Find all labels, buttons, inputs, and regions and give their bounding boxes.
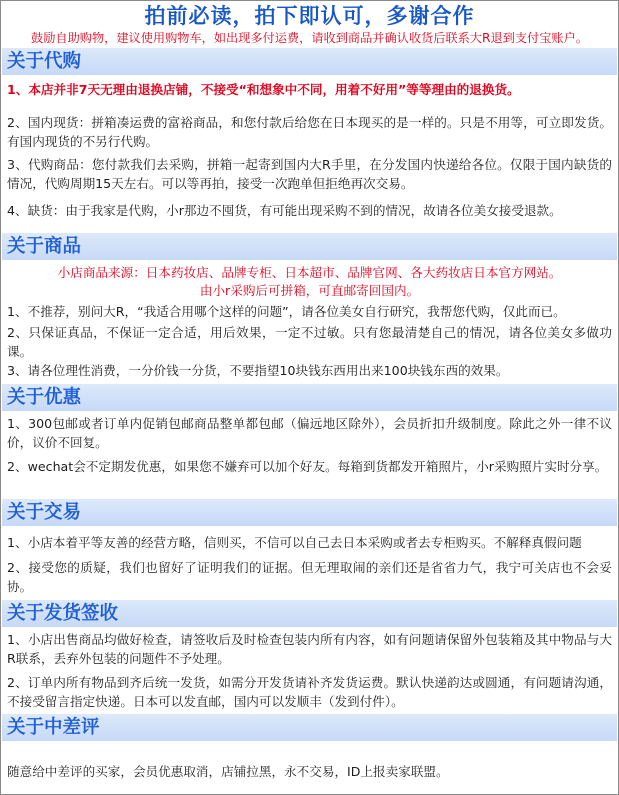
shipping-item-1: 1、小店出售商品均做好检查，请签收后及时检查包装内所有内容，如有问题请保留外包装箱及其中物品与大R联系，丢弃外包装的问题件不予处理。 [7,632,612,666]
agent-item-3: 3、代购商品：您付款我们去采购，拼箱一起寄到国内大R手里，在分发国内快递给各位。仅限于国内缺货的情况，代购周期15天左右。可以等再拍，接受一次跑单但拒绝再次交易。 [7,157,612,191]
trade-item-2: 2、接受您的质疑，我们也留好了证明我们的证据。但无理取闹的亲们还是省省力气，我宁可关店也不会妥协。 [7,560,612,594]
section-header-agent: 关于代购 [2,48,617,75]
discount-item-2: 2、wechat会不定期发优惠，如果您不嫌弃可以加个好友。每箱到货都发开箱照片，小r采购照片实时分享。 [7,459,608,474]
section-header-goods: 关于商品 [2,233,617,260]
section-header-review: 关于中差评 [2,714,617,741]
section-header-shipping: 关于发货签收 [2,600,617,627]
page-title: 拍前必读，拍下即认可，多谢合作 [144,4,475,28]
goods-item-1: 1、不推荐，别问大R，“我适合用哪个这样的问题”，请各位美女自行研究，我帮您代购，仅此而已。 [7,304,566,319]
section-header-trade: 关于交易 [2,499,617,526]
section-header-discount: 关于优惠 [2,384,617,411]
agent-item-2: 2、国内现货：拼箱凑运费的富裕商品，和您付款后给您在日本现买的是一样的。只是不用等，可立即发货。有国内现货的不另行代购。 [7,115,612,149]
shipping-item-2: 2、订单内所有物品到齐后统一发货，如需分开发货请补齐发货运费。默认快递韵达或圆通，有问题请沟通，不接受留言指定快递。日本可以发直邮，国内可以发顺丰（发到付件）。 [7,675,612,709]
agent-item-1: 1、本店并非7天无理由退换店铺，不接受“和想象中不同，用着不好用”等等理由的退换货。 [7,82,520,97]
trade-item-1: 1、小店本着平等友善的经营方略，信则买，不信可以自己去日本采购或者去专柜购买。不解释真假问题 [7,535,582,550]
discount-item-1: 1、300包邮或者订单内促销包邮商品整单都包邮（偏远地区除外），会员折扣升级制度。除此之外一律不议价，议价不回复。 [7,416,612,450]
review-item-1: 随意给中差评的买家，会员优惠取消，店铺拉黑，永不交易，ID上报卖家联盟。 [7,764,449,779]
agent-item-4: 4、缺货：由于我家是代购，小r那边不囤货，有可能出现采购不到的情况，故请各位美女接受退款。 [7,203,562,218]
goods-source-line-2: 由小r采购后可拼箱，可直邮寄回国内。 [199,283,420,298]
goods-item-3: 3、请各位理性消费，一分价钱一分货，不要指望10块钱东西用出来100块钱东西的效果。 [7,363,509,378]
goods-source-line-1: 小店商品来源：日本药妆店、品牌专柜、日本超市、品牌官网、各大药妆店日本官方网站。 [57,265,562,280]
goods-item-2: 2、只保证真品，不保证一定合适，用后效果，一定不过敏。只有您最清楚自己的情况，请各位美女多做功课。 [7,325,612,359]
shopping-notice: 鼓励自助购物，建议使用购物车，如出现多付运费，请收到商品并确认收货后联系大R退到支付宝账户。 [31,31,588,45]
